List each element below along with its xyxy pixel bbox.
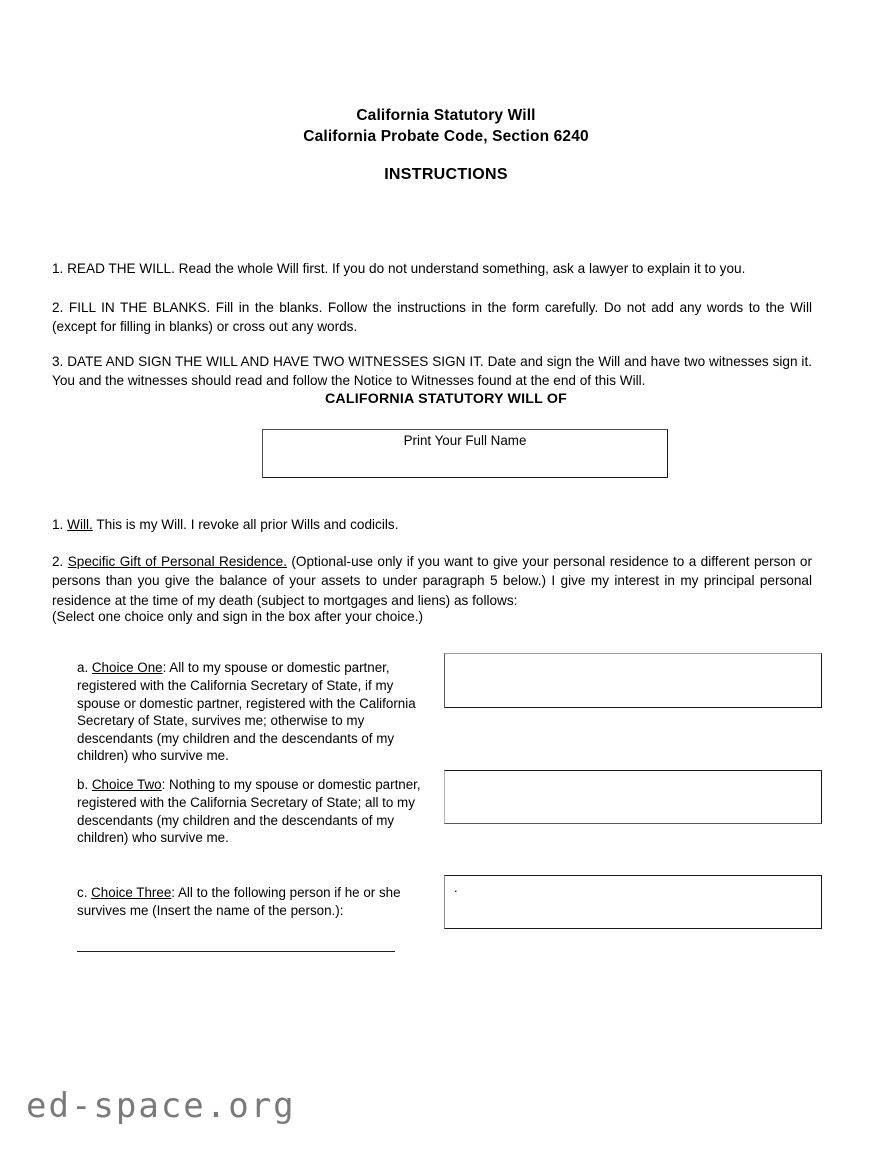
- document-title-line-2: California Probate Code, Section 6240: [303, 128, 589, 145]
- choice-three-name-blank-line[interactable]: [77, 951, 395, 952]
- document-title-line-1: California Statutory Will: [356, 107, 536, 124]
- instruction-2-lead: 2. FILL IN THE BLANKS.: [52, 299, 211, 315]
- clause-2-body: (Optional-use only if you want to give your personal residence to a different person or persons than you give the balance of your assets to under paragraph 5 below.) I give my interest in my principal personal residence at the time of my death (subject to mortgages and liens) as follows:: [52, 553, 812, 608]
- site-watermark: ed-space.org: [26, 1086, 296, 1126]
- select-one-choice-note: (Select one choice only and sign in the box after your choice.): [52, 609, 424, 624]
- instruction-3-lead: 3. DATE AND SIGN THE WILL AND HAVE TWO WITNESSES SIGN IT.: [52, 353, 484, 369]
- choice-three-letter: c.: [77, 885, 92, 901]
- choice-one-signature-box[interactable]: [444, 653, 822, 708]
- choice-three-title: Choice Three: [91, 885, 172, 901]
- choice-two-body: : Nothing to my spouse or domestic partner, registered with the California Secretary of State; all to my descendants (my children and the descendants of my children) who survive me.: [77, 777, 421, 846]
- instruction-paragraph-2: [52, 298, 812, 337]
- instruction-2-body: Fill in the blanks. Follow the instructions in the form carefully. Do not add any words to the Will (except for filling in blanks) or cross out any words.: [52, 299, 812, 335]
- choice-one-letter: a.: [77, 660, 92, 676]
- clause-2-title: Specific Gift of Personal Residence.: [67, 553, 288, 569]
- choice-one-text: [77, 659, 427, 765]
- clause-2-number: 2.: [52, 553, 68, 569]
- clause-1-body: This is my Will. I revoke all prior Wills and codicils.: [92, 516, 399, 532]
- instruction-1-body: Read the whole Will first. If you do not understand something, ask a lawyer to explain it to you.: [174, 260, 746, 276]
- choice-two-title: Choice Two: [91, 777, 162, 793]
- clause-2-specific-gift: [52, 552, 812, 611]
- will-of-heading: CALIFORNIA STATUTORY WILL OF: [324, 391, 568, 407]
- choice-one-title: Choice One: [91, 660, 163, 676]
- instruction-paragraph-3: [52, 352, 812, 391]
- instructions-heading: INSTRUCTIONS: [384, 166, 508, 183]
- choice-two-signature-box[interactable]: [444, 770, 822, 824]
- instruction-3-body: Date and sign the Will and have two witnesses sign it. You and the witnesses should read and follow the Notice to Witnesses found at the end of this Will.: [52, 353, 812, 389]
- clause-1-will: [52, 515, 812, 535]
- choice-three-text: [77, 884, 427, 919]
- instruction-paragraph-1: [52, 259, 812, 279]
- clause-1-title: Will.: [67, 516, 93, 532]
- clause-1-number: 1.: [52, 516, 68, 532]
- choice-three-signature-value: .: [454, 880, 458, 895]
- full-name-field-label: Print Your Full Name: [403, 433, 527, 448]
- instruction-1-lead: 1. READ THE WILL.: [52, 260, 175, 276]
- choice-three-signature-box[interactable]: [444, 875, 822, 929]
- choice-three-body: : All to the following person if he or she survives me (Insert the name of the person.):: [77, 885, 401, 918]
- choice-two-letter: b.: [77, 777, 92, 793]
- choice-two-text: [77, 776, 427, 846]
- choice-one-body: : All to my spouse or domestic partner, registered with the California Secretary of State, if my spouse or domestic partner, registered with the California Secretary of State, survives me; otherwise to my descendants (my children and the descendants of my children) who survive me.: [77, 660, 416, 764]
- full-name-input-box[interactable]: [262, 429, 668, 478]
